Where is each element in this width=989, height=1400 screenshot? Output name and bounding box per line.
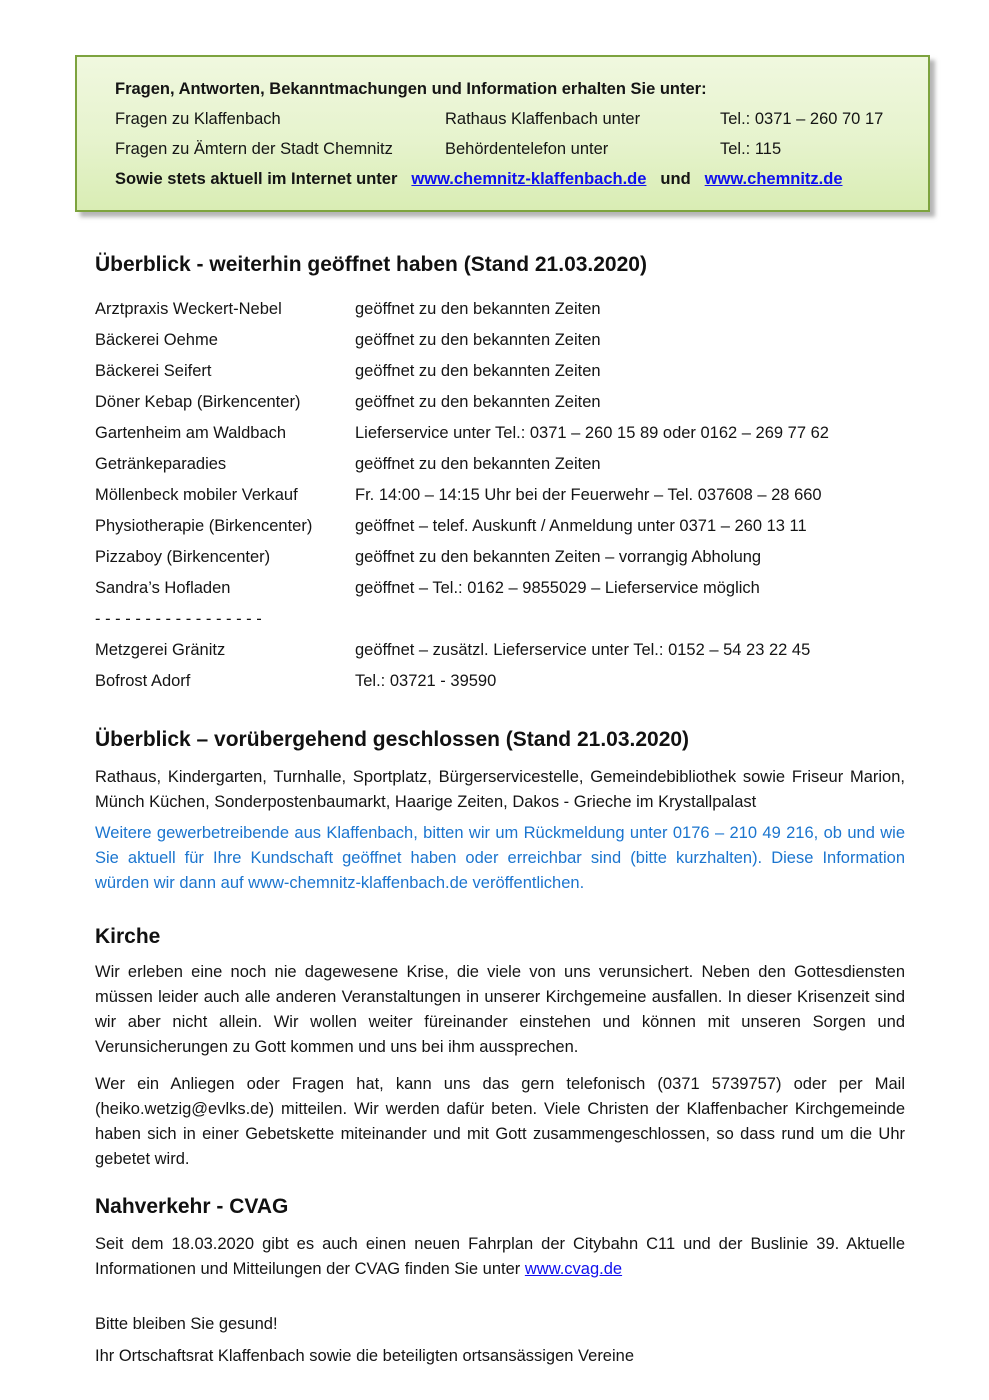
business-name: Möllenbeck mobiler Verkauf (95, 486, 298, 504)
open-business-list (95, 294, 905, 697)
business-row (95, 480, 905, 511)
business-name: Bäckerei Seifert (95, 362, 212, 380)
business-status: geöffnet zu den bekannten Zeiten – vorrangig Abholung (355, 548, 762, 566)
business-name: Getränkeparadies (95, 455, 227, 473)
church-paragraph-1: Wir erleben eine noch nie dagewesene Krise, die viele von uns verunsichert. Neben den Gottesdiensten müssen leider auch alle anderen Veranstaltungen in unserer Kirchgemeine ausfallen. In dieser Krisenzeit sind wir aber nicht allein. Wir wollen weiter füreinander einstehen und können mit unseren Sorgen und Verunsicherungen zu Gott kommen und uns bei ihm aussprechen. (95, 963, 905, 1056)
contact-info-box (75, 55, 930, 212)
info-box-title: Fragen, Antworten, Bekanntmachungen und Information erhalten Sie unter: (115, 80, 707, 98)
info-box-rows (115, 104, 904, 164)
business-row (95, 387, 905, 418)
info-phone: Tel.: 115 (720, 140, 782, 158)
business-name: Bäckerei Oehme (95, 331, 218, 349)
business-status: geöffnet – telef. Auskunft / Anmeldung unter 0371 – 260 13 11 (355, 517, 807, 535)
business-row (95, 356, 905, 387)
business-status: geöffnet zu den bekannten Zeiten (355, 362, 601, 380)
business-status: geöffnet zu den bekannten Zeiten (355, 300, 601, 318)
business-status: geöffnet zu den bekannten Zeiten (355, 331, 601, 349)
transport-paragraph (95, 1232, 905, 1282)
info-topic: Fragen zu Ämtern der Stadt Chemnitz (115, 140, 393, 158)
business-status: Lieferservice unter Tel.: 0371 – 260 15 89 oder 0162 – 269 77 62 (355, 424, 829, 442)
business-row (95, 635, 905, 666)
business-row (95, 449, 905, 480)
dashed-separator: - - - - - - - - - - - - - - - - - (95, 610, 262, 628)
closed-businesses-text: Rathaus, Kindergarten, Turnhalle, Sportplatz, Bürgerservicestelle, Gemeindebibliothek sowie Friseur Marion, Münch Küchen, Sonderpostenbaumarkt, Haarige Zeiten, Dakos - Grieche im Krystallpalast (95, 768, 905, 811)
business-name: Physiotherapie (Birkencenter) (95, 517, 313, 535)
transport-text: Seit dem 18.03.2020 gibt es auch einen neuen Fahrplan der Citybahn C11 und der Buslinie 39. Aktuelle Informationen und Mitteilungen der CVAG finden Sie unter (95, 1235, 905, 1278)
business-status: geöffnet zu den bekannten Zeiten (355, 455, 601, 473)
business-row (95, 294, 905, 325)
link-chemnitz[interactable]: www.chemnitz.de (704, 170, 843, 188)
business-status: Fr. 14:00 – 14:15 Uhr bei der Feuerwehr – Tel. 037608 – 28 660 (355, 486, 822, 504)
business-name: Bofrost Adorf (95, 672, 191, 690)
business-name: Gartenheim am Waldbach (95, 424, 287, 442)
business-name: Arztpraxis Weckert-Nebel (95, 300, 282, 318)
business-row (95, 325, 905, 356)
business-row (95, 573, 905, 604)
info-place: Behördentelefon unter (445, 140, 609, 158)
business-name: Döner Kebap (Birkencenter) (95, 393, 301, 411)
business-status: geöffnet – zusätzl. Lieferservice unter Tel.: 0152 – 54 23 22 45 (355, 641, 811, 659)
business-name: Metzgerei Gränitz (95, 641, 226, 659)
internet-line-prefix: Sowie stets aktuell im Internet unter (115, 170, 398, 188)
heading-closed-overview: Überblick – vorübergehend geschlossen (Stand 21.03.2020) (95, 728, 690, 751)
business-name: Pizzaboy (Birkencenter) (95, 548, 271, 566)
business-row (95, 511, 905, 542)
heading-transport: Nahverkehr - CVAG (95, 1195, 289, 1218)
info-phone: Tel.: 0371 – 260 70 17 (720, 110, 884, 128)
blue-notice-text: Weitere gewerbetreibende aus Klaffenbach, bitten wir um Rückmeldung unter 0176 – 210 49 216, ob und wie Sie aktuell für Ihre Kundschaft geöffnet haben oder erreichbar sind (bitte kurzhalten). Diese Information würden wir dann auf www-chemnitz-klaffenbach.de veröffentlichen. (95, 824, 905, 892)
business-status: Tel.: 03721 - 39590 (355, 672, 497, 690)
business-row (95, 666, 905, 697)
business-row (95, 542, 905, 573)
internet-line (115, 164, 904, 194)
business-status: geöffnet zu den bekannten Zeiten (355, 393, 601, 411)
closing-line-signature: Ihr Ortschaftsrat Klaffenbach sowie die beteiligten ortsansässigen Vereine (95, 1347, 635, 1365)
link-cvag[interactable]: www.cvag.de (524, 1260, 623, 1278)
heading-open-overview: Überblick - weiterhin geöffnet haben (Stand 21.03.2020) (95, 253, 647, 276)
internet-line-conjunction: und (660, 170, 691, 188)
business-row (95, 418, 905, 449)
business-status: geöffnet – Tel.: 0162 – 9855029 – Lieferservice möglich (355, 579, 760, 597)
heading-church: Kirche (95, 925, 161, 948)
closing-line-stay-healthy: Bitte bleiben Sie gesund! (95, 1315, 278, 1333)
church-paragraph-2: Wer ein Anliegen oder Fragen hat, kann uns das gern telefonisch (0371 5739757) oder per Mail (heiko.wetzig@evlks.de) mitteilen. Wir werden dafür beten. Viele Christen der Klaffenbacher Kirchgemeinde haben sich in einer Gebetskette miteinander und mit Gott zusammengeschlossen, so dass rund um die Uhr gebetet wird. (95, 1075, 905, 1168)
link-chemnitz-klaffenbach[interactable]: www.chemnitz-klaffenbach.de (411, 170, 647, 188)
business-name: Sandra’s Hofladen (95, 579, 231, 597)
info-topic: Fragen zu Klaffenbach (115, 110, 281, 128)
info-place: Rathaus Klaffenbach unter (445, 110, 641, 128)
